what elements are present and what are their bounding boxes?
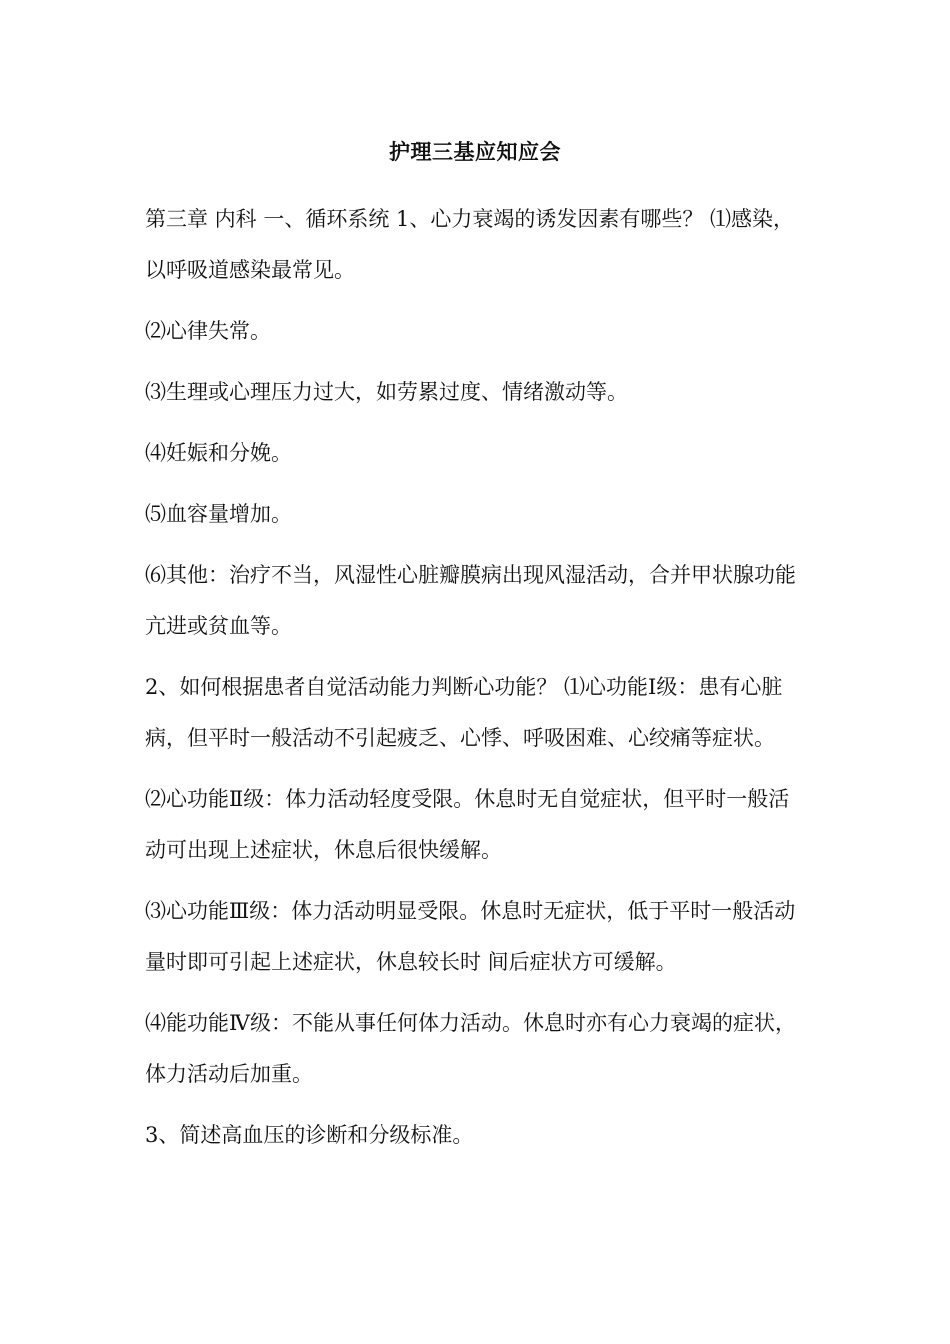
paragraph-cardiac-function-class-4: ⑷能功能Ⅳ级：不能从事任何体力活动。休息时亦有心力衰竭的症状，体力活动后加重。: [145, 1011, 796, 1086]
paragraph-stress: ⑶生理或心理压力过大，如劳累过度、情绪激动等。: [145, 380, 628, 404]
paragraph-arrhythmia: ⑵心律失常。: [145, 319, 271, 343]
paragraph-heart-failure-triggers: 第三章 内科 一、循环系统 1、心力衰竭的诱发因素有哪些？ ⑴感染，以呼吸道感染最常见。: [145, 207, 795, 282]
paragraph-hypertension-question: 3、简述高血压的诊断和分级标准。: [145, 1123, 474, 1147]
paragraph-pregnancy: ⑷妊娠和分娩。: [145, 441, 292, 465]
paragraph-blood-volume: ⑸血容量增加。: [145, 502, 292, 526]
paragraph-cardiac-function-class-1: 2、如何根据患者自觉活动能力判断心功能？ ⑴心功能Ⅰ级：患有心脏病，但平时一般活动不引起疲乏、心悸、呼吸困难、心绞痛等症状。: [145, 675, 783, 750]
paragraph-cardiac-function-class-3: ⑶心功能Ⅲ级：体力活动明显受限。休息时无症状，低于平时一般活动量时即可引起上述症状，休息较长时 间后症状方可缓解。: [145, 899, 796, 974]
document-title: 护理三基应知应会: [389, 139, 561, 164]
paragraph-cardiac-function-class-2: ⑵心功能Ⅱ级：体力活动轻度受限。休息时无自觉症状，但平时一般活动可出现上述症状，休息后很快缓解。: [145, 787, 790, 862]
document-body: [145, 194, 810, 1171]
paragraph-other-causes: ⑹其他：治疗不当，风湿性心脏瓣膜病出现风湿活动，合并甲状腺功能亢进或贫血等。: [145, 563, 796, 638]
